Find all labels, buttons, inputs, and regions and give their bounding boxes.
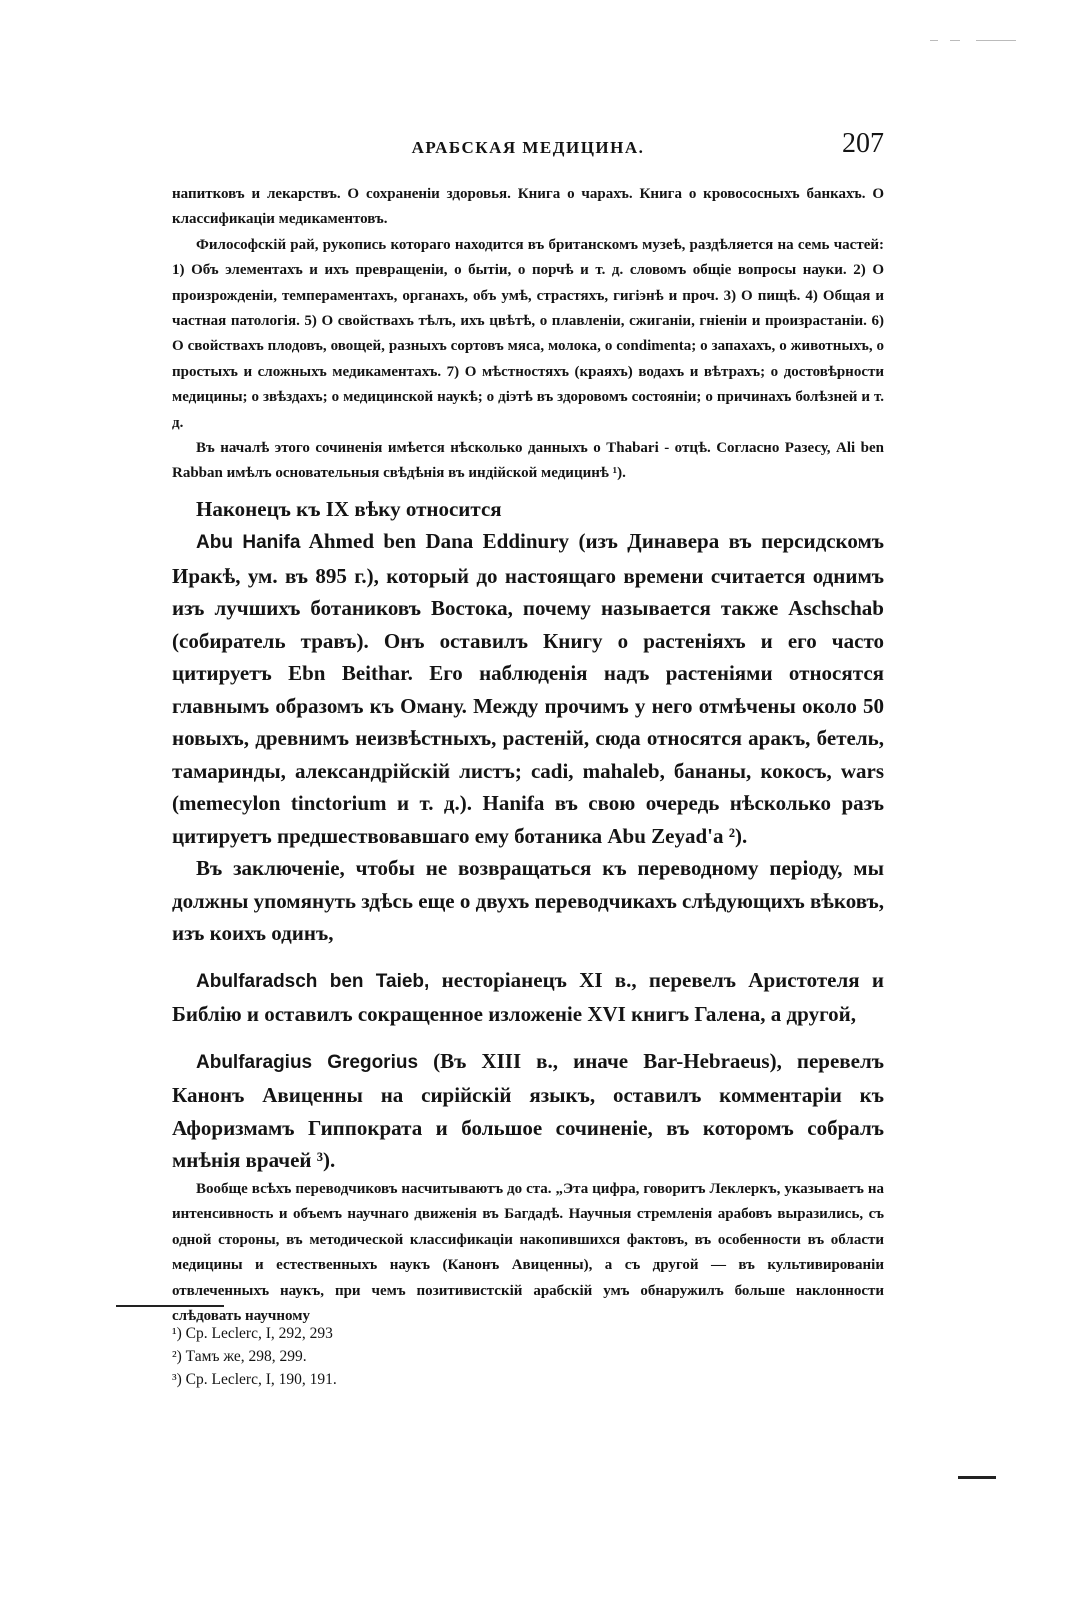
entry-text: (Въ XIII в., иначе Bar-Hebraeus), перевелъ Канонъ Авиценны на сирійскій языкъ, оставилъ комментаріи къ Афоризмамъ Гиппократа и большое сочиненіе, въ которомъ собралъ мнѣнія врачей ³). — [172, 1048, 884, 1173]
running-title: АРАБСКАЯ МЕДИЦИНА. — [411, 138, 645, 157]
paragraph: напитковъ и лекарствъ. О сохраненіи здоровья. Книга о чарахъ. Книга о кровососныхъ банкахъ. О классификаціи медикаментовъ. — [172, 186, 884, 228]
scan-artifact — [930, 40, 938, 41]
footnote: ¹) Cp. Leclerc, I, 292, 293 — [172, 1325, 333, 1342]
scan-artifact — [950, 40, 960, 41]
paragraph: Наконецъ къ IX вѣку относится — [196, 496, 502, 521]
main-text-block — [172, 493, 884, 1177]
paragraph: Въ заключеніе, чтобы не возвращаться къ переводному періоду, мы должны упомянуть здѣсь еще о двухъ переводчикахъ слѣдующихъ вѣковъ, изъ коихъ одинъ, — [172, 856, 885, 946]
footnotes — [172, 1322, 884, 1391]
small-print-block — [172, 182, 884, 487]
paragraph: Философскій рай, рукопись котораго находится въ британскомъ музеѣ, раздѣляется на семь частей: 1) Объ элементахъ и ихъ превращеніи, о бытіи, о порчѣ и т. д. словомъ общіе вопросы науки. 2) О произрожденіи, темпераментахъ, органахъ, объ умѣ, страстяхъ, гигіэнѣ и проч. 3) О пищѣ. 4) Общая и частная патологія. 5) О свойствахъ тѣлъ, ихъ цвѣтѣ, о плавленіи, сжиганіи, гніеніи и произрастаніи. 6) О свойствахъ плодовъ, овощей, разныхъ сортовъ мяса, молока, о condimenta; о запахахъ, о животныхъ, о простыхъ и сложныхъ медикаментахъ. 7) О мѣстностяхъ (краяхъ) водахъ и вѣтрахъ; о достовѣрности медицины; о звѣздахъ; о медицинской наукѣ; о діэтѣ въ здоровомъ состояніи; о причинахъ болѣзней и т. д. — [172, 236, 884, 431]
body-text — [172, 182, 884, 1329]
page-number: 207 — [842, 128, 884, 159]
entry-name: Abulfaragius Gregorius — [196, 1051, 419, 1073]
scan-artifact — [976, 40, 1016, 41]
entry-name: Abu Hanifa — [196, 532, 301, 554]
page-header — [172, 128, 884, 168]
entry-name: Abulfaradsch ben Taieb, — [196, 970, 430, 992]
footnote: ³) Cp. Leclerc, I, 190, 191. — [172, 1371, 337, 1388]
entry-text: несторіанецъ XI в., перевелъ Аристотеля и Библію и оставилъ сокращенное изложеніе XVI книгъ Галена, а другой, — [172, 967, 884, 1027]
paragraph: Въ началѣ этого сочиненія имѣется нѣсколько данныхъ о Thabari - отцѣ. Согласно Разесу, Ali ben Rabban имѣлъ основательныя свѣдѣнія въ индійской медицинѣ ¹). — [172, 440, 884, 482]
paragraph — [172, 964, 884, 1031]
scan-artifact — [958, 1476, 996, 1479]
paragraph — [172, 1045, 884, 1177]
small-print-block — [172, 1177, 884, 1329]
entry-text: Ahmed ben Dana Eddinury (изъ Динавера въ персидскомъ Иракѣ, ум. въ 895 г.), который до настоящаго времени считается однимъ изъ лучшихъ ботаниковъ Востока, почему называется также Aschschab (собиратель травъ). Онъ оставилъ Книгу о растеніяхъ и его часто цитируетъ Ebn Beithar. Его наблюденія надъ растеніями относятся главнымъ образомъ къ Оману. Между прочимъ у него отмѣчены около 50 новыхъ, древнимъ неизвѣстныхъ, растеній, сюда относятся аракъ, бетель, тамаринды, александрійскій листъ; cadi, mahaleb, бананы, кокосъ, wars (memecylon tinctorium и т. д.). Hanifa въ свою очередь нѣсколько разъ цитируетъ предшествовавшаго ему ботаника Abu Zeyad'a ²). — [172, 529, 885, 848]
paragraph: Вообще всѣхъ переводчиковъ насчитываютъ до ста. „Эта цифра, говоритъ Леклеркъ, указываетъ на интенсивность и объемъ научнаго движенія въ Багдадѣ. Научныя стремленія арабовъ выразились, съ одной стороны, въ методической классификаціи накопившихся фактовъ, въ особенности въ области медицины и естественныхъ наукъ (Канонъ Авиценны), а съ другой — въ культивированіи отвлеченныхъ наукъ, при чемъ позитивистскій арабскій умъ обнаружилъ больше наклонности слѣдовать научному — [172, 1180, 884, 1324]
footnote: ²) Тамъ же, 298, 299. — [172, 1348, 307, 1365]
paragraph — [172, 525, 884, 852]
footnote-divider — [116, 1305, 224, 1307]
